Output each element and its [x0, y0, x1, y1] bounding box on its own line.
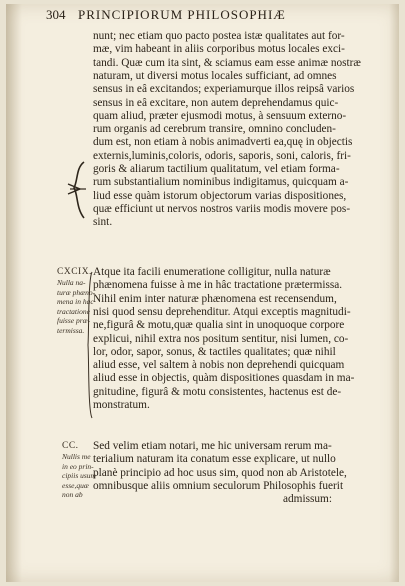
- margin-note-line: Nullis me: [62, 452, 91, 461]
- body-text-line: terialium naturam ita conatum esse explicare, ut nullo: [93, 453, 336, 466]
- body-text-line: explicui, nihil extra nos positum sentitur, nisi lumen, co-: [93, 332, 349, 345]
- running-head: PRINCIPIORUM PHILOSOPHIÆ: [78, 7, 286, 22]
- body-text-line: Atque ita facili enumeratione colligitur, nulla naturæ: [93, 266, 331, 278]
- section-number: CXCIX.: [57, 267, 92, 277]
- page-header: [46, 7, 376, 23]
- body-text-line: aliud esse, vel saltem à nobis non deprehendi quicquam: [93, 359, 345, 372]
- page-number: 304: [46, 7, 66, 22]
- margin-note-line: esse,quæ: [62, 480, 89, 490]
- margin-note-line: turæ phæno-: [57, 287, 96, 297]
- page-gutter-shadow: [6, 4, 22, 582]
- body-text-line: liud esse quàm istorum objectorum varias dispositiones,: [93, 189, 347, 202]
- body-text-line: Sed velim etiam notari, me hic universam rerum ma-: [93, 440, 332, 452]
- margin-note-line: non ab: [62, 490, 83, 500]
- handwritten-bracket-mark: [66, 160, 90, 220]
- body-text-line: tandi. Quæ cum ita sint, & sciamus eam esse animæ nostræ: [93, 56, 361, 69]
- body-text-line: rum organis ad cerebrum transire, omnino concluden-: [93, 123, 336, 136]
- body-text-line: sint.: [93, 216, 113, 229]
- body-text-line: monstratum.: [93, 399, 150, 411]
- body-text-line: quæ efficiunt ut nervos nostros variis modis movere pos-: [93, 202, 351, 215]
- margin-note-line: in eo prin-: [62, 461, 94, 471]
- body-text-line: naturam, ut diversi motus locales sufficiant, ad omnes: [93, 69, 337, 82]
- body-text-line: aliud esse in objectis, quàm dispositiones quasdam in ma-: [93, 372, 355, 385]
- body-text-line: ne,figurâ & motu,quæ qualia sint in unoquoque corpore: [93, 319, 345, 332]
- margin-note-cxcix: [57, 266, 97, 336]
- margin-note-line: mena in hac: [57, 297, 94, 307]
- section-number: CC.: [62, 441, 79, 451]
- body-text-line: Nihil enim inter naturæ phænomena est recensendum,: [93, 292, 337, 305]
- margin-note-cc: [62, 440, 102, 500]
- margin-note-line: fuisse præ-: [57, 316, 91, 326]
- margin-note-line: tractatione: [57, 306, 90, 316]
- body-text-line: dum est, non etiam à nobis animadverti ea,quę in objectis: [93, 136, 353, 149]
- body-text-line: nunt; nec etiam quo pacto postea istæ qualitates aut for-: [93, 30, 345, 42]
- body-text-line: phænomena fuisse à me in hâc tractatione prætermissa.: [93, 279, 343, 292]
- body-text-line: rum substantialium nominibus indigitamus, quicquam a-: [93, 176, 349, 189]
- margin-note-line: Nulla na-: [57, 278, 86, 287]
- margin-note-line: termissa.: [57, 325, 85, 335]
- body-text-line: planè principio ad hoc usus sim, quod non ab Aristotele,: [93, 466, 347, 479]
- body-text-line: mæ, vim habeant in aliis corporibus motus locales exci-: [93, 43, 345, 56]
- body-text-line: nisi quod sensu deprehenditur. Atqui exceptis magnitudi-: [93, 305, 351, 318]
- margin-note-line: cipiis usum: [62, 471, 96, 481]
- page-edge-shadow: [389, 4, 399, 582]
- body-text-line: quam aliud, præter ejusmodi motus, à sensuum externo-: [93, 109, 347, 122]
- body-text-line: externis,luminis,coloris, odoris, saporis, soni, caloris, fri-: [93, 149, 351, 162]
- body-text-line: goris & aliarum tactilium qualitatum, vel etiam forma-: [93, 163, 340, 175]
- body-text-line: sensus in eâ excitare, non autem deprehendamus quic-: [93, 96, 339, 109]
- body-text-line: sensus in eâ excitandos; experiamurque illos reipsâ varios: [93, 83, 355, 96]
- body-text-line: lor, odor, sapor, sonus, & tactiles qualitates; quæ nihil: [93, 345, 336, 358]
- body-text-line: omnibusque aliis omnium seculorum Philosophis fuerit: [93, 479, 344, 492]
- body-text-line: admissum:: [283, 493, 332, 506]
- body-text-line: gnitudine, figurâ & motu consistentes, hactenus est de-: [93, 385, 342, 398]
